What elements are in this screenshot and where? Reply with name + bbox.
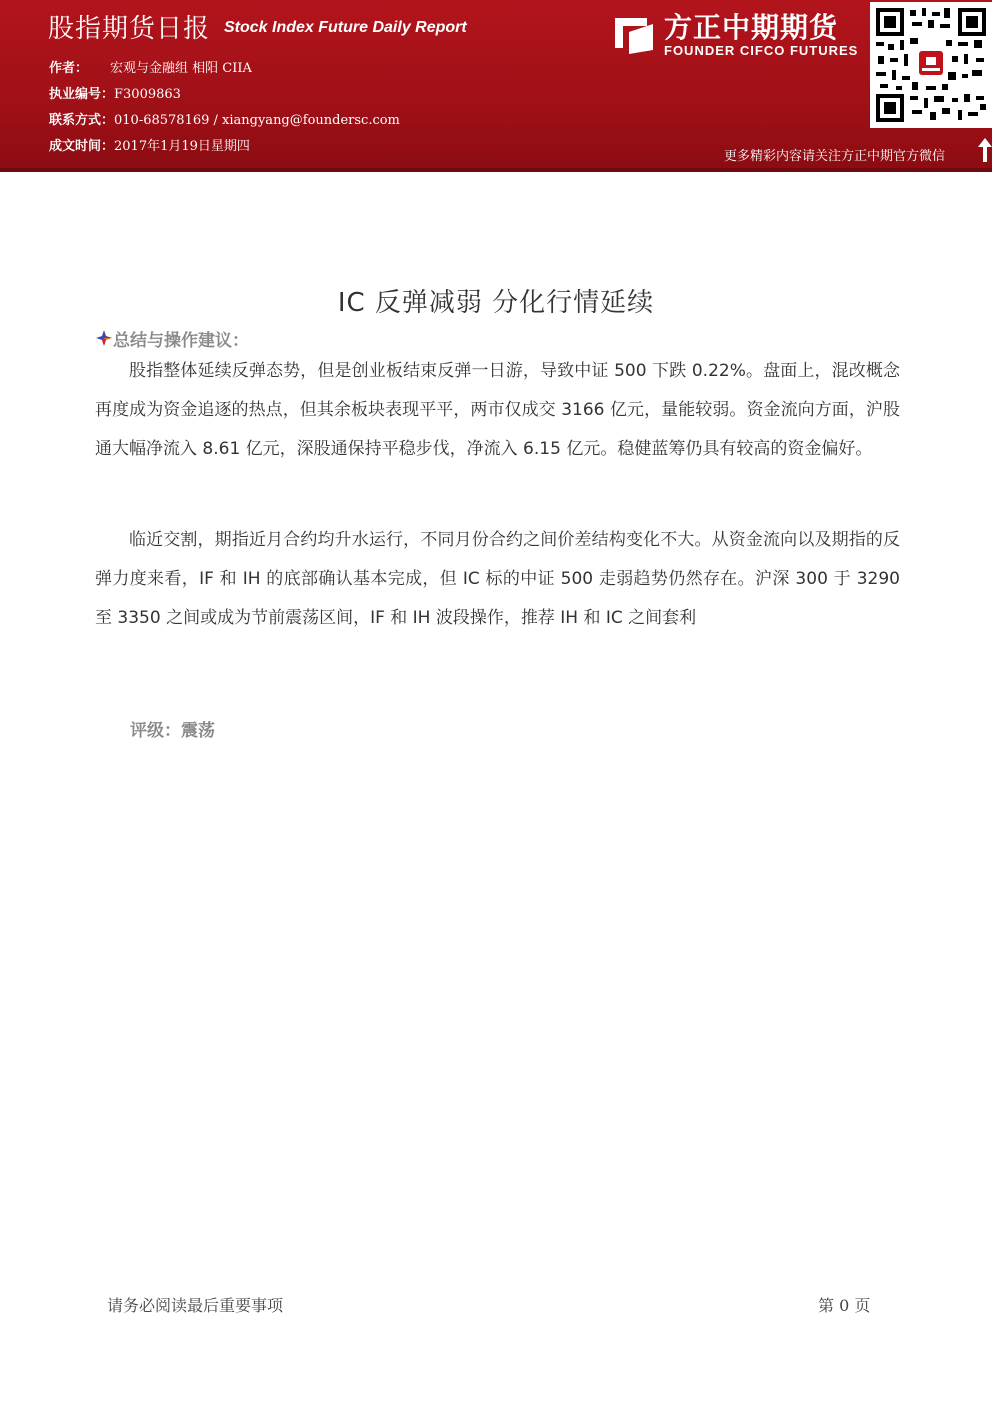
date-value: 2017年1月19日星期四 [114, 139, 250, 154]
wechat-qr-code [870, 2, 992, 128]
company-logo-cn: 方正中期期货 [664, 11, 839, 44]
header-divider [0, 168, 992, 172]
license-label: 执业编号： [49, 87, 115, 102]
founder-logo-icon [609, 10, 657, 56]
wechat-follow-note: 更多精彩内容请关注方正中期官方微信 [724, 149, 946, 164]
license-line [49, 83, 181, 102]
section-title: 总结与操作建议： [113, 330, 249, 351]
contact-label: 联系方式： [49, 113, 115, 128]
contact-line [49, 109, 400, 128]
summary-paragraph-2: 临近交割，期指近月合约均升水运行，不同月份合约之间价差结构变化不大。从资金流向以及期指的反弹力度来看，IF 和 IH 的底部确认基本完成，但 IC 标的中证 500 走弱趋势仍然存在。沪深 300 于 3290 至 3350 之间或成为节前震荡区间，IF 和 IH 波段操作，推荐 IH 和 IC 之间套利 [95, 530, 900, 628]
four-point-star-bullet-icon [95, 329, 113, 347]
rating-label: 评级：震荡 [130, 721, 215, 741]
document-title: IC 反弹减弱 分化行情延续 [337, 288, 655, 318]
contact-value: 010-68578169 / xiangyang@foundersc.com [114, 113, 400, 128]
footer-notice: 请务必阅读最后重要事项 [107, 1296, 284, 1315]
author-line [49, 57, 252, 76]
up-arrow-icon [978, 138, 992, 162]
page-number: 第 0 页 [818, 1296, 871, 1315]
section-heading [95, 327, 249, 349]
license-value: F3009863 [114, 87, 181, 102]
qr-code-icon [876, 8, 986, 122]
summary-paragraph-1: 股指整体延续反弹态势，但是创业板结束反弹一日游，导致中证 500 下跌 0.22%。盘面上，混改概念再度成为资金追逐的热点，但其余板块表现平平，两市仅成交 3166 亿元，量能较弱。资金流向方面，沪股通大幅净流入 8.61 亿元，深股通保持平稳步伐，净流入 6.15 亿元。稳健蓝筹仍具有较高的资金偏好。 [95, 361, 900, 459]
report-title-cn: 股指期货日报 [48, 14, 211, 44]
date-line [49, 135, 250, 154]
date-label: 成文时间： [49, 139, 115, 154]
author-label: 作者： [49, 61, 89, 76]
company-logo-en: FOUNDER CIFCO FUTURES [664, 43, 859, 58]
author-value: 宏观与金融组 相阳 CIIA [110, 61, 252, 76]
report-header [0, 0, 992, 172]
report-title-en: Stock Index Future Daily Report [224, 19, 467, 36]
